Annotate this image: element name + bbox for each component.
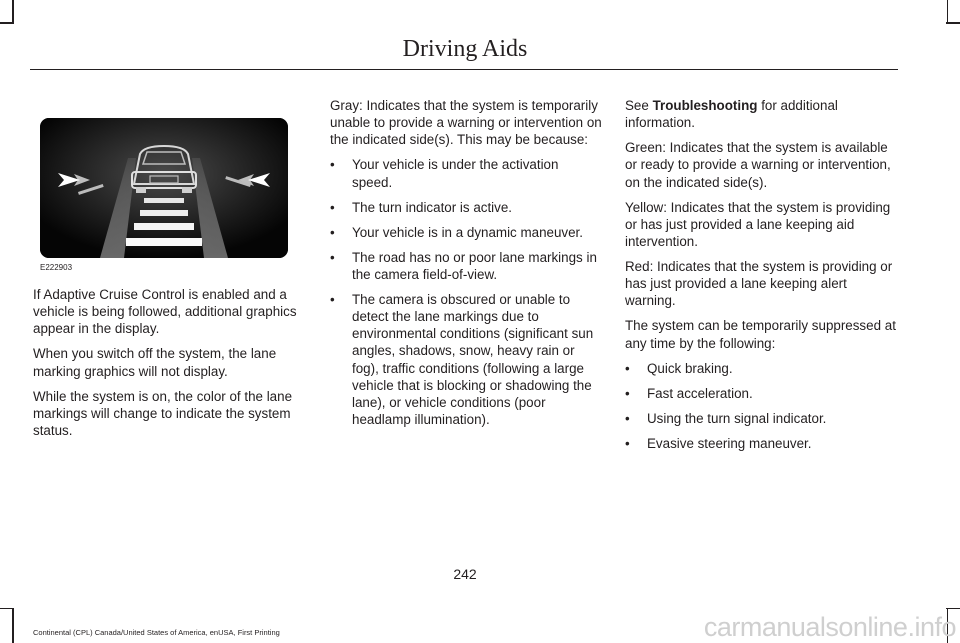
see-prefix: See	[625, 98, 649, 113]
crop-mark	[946, 22, 960, 24]
page-title: Driving Aids	[402, 36, 528, 62]
crop-mark	[0, 22, 14, 24]
gray-reasons-list	[330, 156, 602, 428]
gray-status-intro: Gray: Indicates that the system is temporarily unable to provide a warning or intervention on the indicated side(s). This may be because:	[330, 98, 602, 148]
list-item	[625, 410, 897, 427]
list-item-text: Evasive steering maneuver.	[647, 435, 812, 451]
bullet: •	[330, 157, 335, 173]
column-3	[625, 97, 897, 460]
red-status: Red: Indicates that the system is providing or has just provided a lane keeping alert warning.	[625, 259, 893, 309]
list-item-text: The turn indicator is active.	[352, 199, 513, 215]
bullet: •	[625, 435, 630, 451]
column-1	[33, 286, 309, 447]
green-status: Green: Indicates that the system is available or ready to provide a warning or intervention, on the indicated side(s).	[625, 140, 891, 190]
bullet: •	[330, 199, 335, 215]
suppression-list	[625, 360, 897, 452]
list-item	[330, 249, 602, 283]
list-item	[330, 224, 602, 241]
paragraph: While the system is on, the color of the lane markings will change to indicate the system status.	[33, 388, 293, 439]
list-item	[330, 291, 602, 429]
lane-keeping-display-icon	[40, 118, 288, 258]
lane-keeping-display-figure	[40, 118, 288, 258]
list-item	[330, 156, 602, 190]
list-item-text: Your vehicle is in a dynamic maneuver.	[352, 224, 583, 240]
title-divider	[30, 69, 898, 70]
bullet: •	[625, 410, 630, 426]
figure-code: E222903	[40, 263, 73, 272]
bullet: •	[625, 360, 630, 376]
crop-mark	[946, 608, 960, 610]
publication-footer: Continental (CPL) Canada/United States of America, enUSA, First Printing	[33, 628, 280, 637]
bullet: •	[330, 224, 335, 240]
suppression-intro: The system can be temporarily suppressed at any time by the following:	[625, 318, 896, 351]
list-item	[625, 435, 897, 452]
list-item	[330, 199, 602, 216]
bullet: •	[625, 385, 630, 401]
crop-mark	[12, 609, 14, 643]
paragraph: If Adaptive Cruise Control is enabled and a vehicle is being followed, additional graphics appear in the display.	[33, 287, 297, 337]
see-suffix: for additional information.	[625, 98, 838, 131]
yellow-status: Yellow: Indicates that the system is providing or has just provided a lane keeping aid intervention.	[625, 199, 891, 250]
list-item-text: The road has no or poor lane markings in the camera field-of-view.	[352, 249, 597, 282]
list-item-text: Your vehicle is under the activation speed.	[352, 157, 559, 190]
list-item	[625, 360, 897, 377]
column-2	[330, 97, 602, 436]
crop-mark	[0, 608, 14, 610]
bullet: •	[330, 291, 335, 307]
list-item-text: Fast acceleration.	[647, 385, 753, 401]
watermark: carmanualsonline.info	[703, 612, 956, 642]
list-item-text: The camera is obscured or unable to detect the lane markings due to environmental conditions (significant sun angles, shadows, snow, heavy rain or fog), traffic conditions (following a large vehicle that is blocking or shadowing the lane), or vehicle conditions (poor headlamp illumination).	[352, 291, 594, 428]
crop-mark	[12, 0, 14, 22]
page-number: 242	[453, 566, 477, 582]
troubleshooting-link[interactable]: Troubleshooting	[652, 98, 758, 113]
paragraph: When you switch off the system, the lane marking graphics will not display.	[33, 346, 277, 379]
see-reference	[625, 97, 897, 131]
list-item-text: Using the turn signal indicator.	[647, 410, 827, 426]
bullet: •	[330, 249, 335, 265]
list-item-text: Quick braking.	[647, 360, 733, 376]
crop-mark	[947, 0, 949, 22]
list-item	[625, 385, 897, 402]
